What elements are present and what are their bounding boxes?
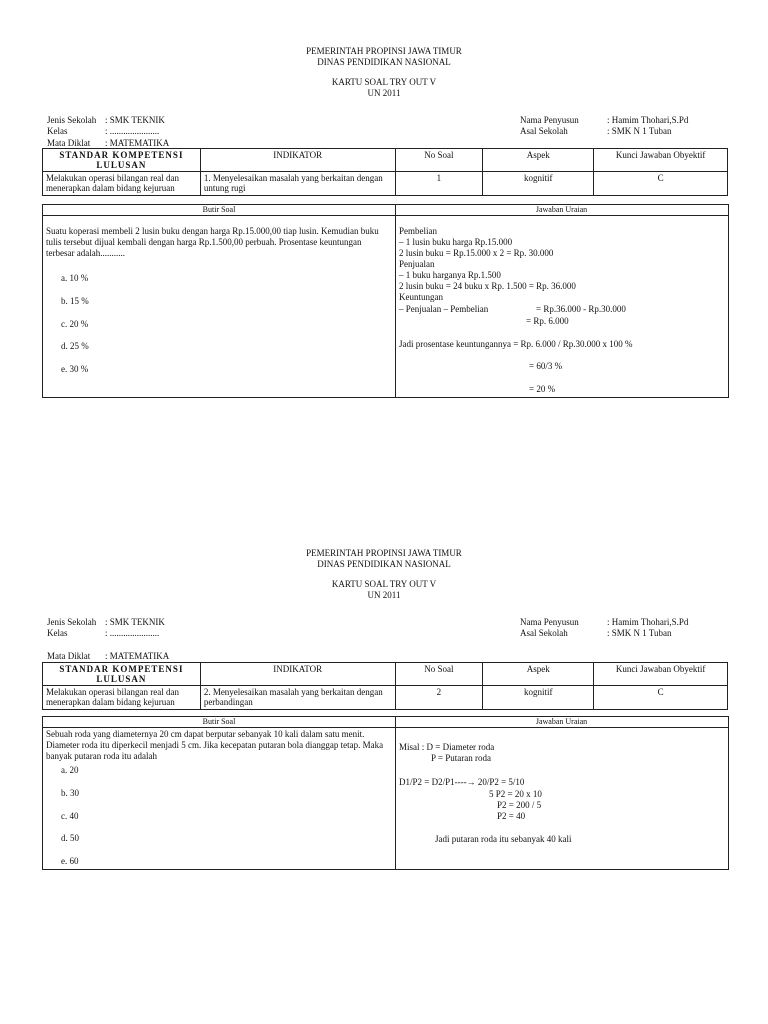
class-value: : ......................: [105, 628, 160, 638]
card-header: [0, 548, 768, 601]
answer-line: = Rp.36.000 - Rp.30.000: [536, 304, 626, 314]
cell-question-number: 2: [395, 686, 483, 710]
origin-school-value: : SMK N 1 Tuban: [607, 628, 672, 638]
cell-answer-key: C: [594, 686, 728, 710]
answer-line: 2 lusin buku = Rp.15.000 x 2 = Rp. 30.000: [399, 248, 554, 258]
answer-line: Jadi prosentase keuntungannya = Rp. 6.000 / Rp.30.000 x 100 %: [399, 339, 633, 349]
subject-value: : MATEMATIKA: [105, 138, 170, 148]
answer-line: = 60/3 %: [529, 361, 563, 371]
option-e: e. 60: [61, 856, 79, 866]
answer-line: D1/P2 = D2/P1----→ 20/P2 = 5/10: [399, 777, 525, 787]
option-d: d. 50: [61, 833, 79, 843]
school-type-label: Jenis Sekolah: [47, 617, 97, 627]
option-c: c. 40: [61, 811, 79, 821]
cell-competency: Melakukan operasi bilangan real dan menerapkan dalam bidang kejuruan: [43, 686, 201, 710]
cell-aspect: kognitif: [483, 686, 594, 710]
answer-line: – 1 lusin buku harga Rp.15.000: [399, 237, 513, 247]
answer-line: Jadi putaran roda itu sebanyak 40 kali: [435, 834, 572, 844]
answer-line: P = Putaran roda: [431, 753, 491, 763]
question-text: Suatu koperasi membeli 2 lusin buku dengan harga Rp.15.000,00 tiap lusin. Kemudian buku tulis tersebut dijual kembali dengan harga Rp.1.500,00 perbuah. Prosentase keuntungan terbesar adalah...........: [46, 226, 379, 258]
answer-line: P2 = 200 / 5: [497, 800, 542, 810]
school-type-value: : SMK TEKNIK: [105, 115, 165, 125]
column-divider: [395, 717, 396, 869]
header-answer-key: Kunci Jawaban Obyektif: [594, 149, 728, 172]
cell-question-number: 1: [395, 172, 483, 196]
class-value: : ......................: [105, 126, 160, 136]
header-competency: STANDAR KOMPETENSI LULUSAN: [43, 149, 201, 172]
option-d: d. 25 %: [61, 341, 89, 351]
header-indicator: INDIKATOR: [200, 149, 395, 172]
cell-aspect: kognitif: [483, 172, 594, 196]
header-year: UN 2011: [367, 88, 401, 98]
subject-label: Mata Diklat: [47, 651, 91, 661]
option-c: c. 20 %: [61, 319, 89, 329]
cell-answer-key: C: [594, 172, 728, 196]
header-indicator: INDIKATOR: [200, 663, 395, 686]
option-b: b. 15 %: [61, 296, 89, 306]
card-header: [0, 46, 768, 99]
origin-school-value: : SMK N 1 Tuban: [607, 126, 672, 136]
school-type-value: : SMK TEKNIK: [105, 617, 165, 627]
option-a: a. 20: [61, 765, 79, 775]
answer-line: Penjualan: [399, 259, 435, 269]
question-answer-box: [42, 204, 729, 398]
competency-table: [42, 148, 728, 196]
origin-school-label: Asal Sekolah: [520, 628, 568, 638]
subject-value: : MATEMATIKA: [105, 651, 170, 661]
cell-indicator: 1. Menyelesaikan masalah yang berkaitan dengan untung rugi: [200, 172, 395, 196]
competency-table: [42, 662, 728, 710]
column-divider: [395, 205, 396, 397]
question-column-header: Butir Soal: [43, 205, 395, 216]
question-text: Sebuah roda yang diameternya 20 cm dapat berputar sebanyak 10 kali dalam satu menit. Diameter roda itu diperkecil menjadi 5 cm. Jika kecepatan putaran bola dianggap tetap. Maka banyak putaran roda itu adalah: [46, 729, 384, 761]
option-e: e. 30 %: [61, 364, 89, 374]
question-answer-box: [42, 716, 729, 870]
header-card-title: KARTU SOAL TRY OUT V: [331, 77, 437, 87]
author-value: : Hamim Thohari,S.Pd: [607, 617, 689, 627]
header-aspect: Aspek: [483, 149, 594, 172]
header-question-number: No Soal: [395, 663, 483, 686]
author-label: Nama Penyusun: [520, 115, 579, 125]
author-label: Nama Penyusun: [520, 617, 579, 627]
answer-line: Pembelian: [399, 226, 437, 236]
option-b: b. 30: [61, 788, 79, 798]
header-competency: STANDAR KOMPETENSI LULUSAN: [43, 663, 201, 686]
question-column-header: Butir Soal: [43, 717, 395, 728]
answer-line: – 1 buku harganya Rp.1.500: [399, 270, 501, 280]
answer-line: 2 lusin buku = 24 buku x Rp. 1.500 = Rp. 36.000: [399, 281, 576, 291]
header-card-title: KARTU SOAL TRY OUT V: [331, 579, 437, 589]
school-type-label: Jenis Sekolah: [47, 115, 97, 125]
header-question-number: No Soal: [395, 149, 483, 172]
answer-line: Keuntungan: [399, 292, 443, 302]
cell-indicator: 2. Menyelesaikan masalah yang berkaitan dengan perbandingan: [200, 686, 395, 710]
answer-line: = 20 %: [529, 384, 556, 394]
origin-school-label: Asal Sekolah: [520, 126, 568, 136]
answer-line: P2 = 40: [497, 811, 526, 821]
header-department: DINAS PENDIDIKAN NASIONAL: [317, 57, 451, 67]
answer-line: Misal : D = Diameter roda: [399, 742, 495, 752]
answer-column-header: Jawaban Uraian: [395, 717, 728, 728]
cell-competency: Melakukan operasi bilangan real dan menerapkan dalam bidang kejuruan: [43, 172, 201, 196]
answer-line: – Penjualan – Pembelian: [399, 304, 489, 314]
option-a: a. 10 %: [61, 273, 89, 283]
header-answer-key: Kunci Jawaban Obyektif: [594, 663, 728, 686]
answer-line: = Rp. 6.000: [526, 316, 569, 326]
subject-label: Mata Diklat: [47, 138, 91, 148]
author-value: : Hamim Thohari,S.Pd: [607, 115, 689, 125]
header-government: PEMERINTAH PROPINSI JAWA TIMUR: [306, 46, 462, 56]
class-label: Kelas: [47, 628, 68, 638]
class-label: Kelas: [47, 126, 68, 136]
answer-line: 5 P2 = 20 x 10: [489, 789, 542, 799]
header-government: PEMERINTAH PROPINSI JAWA TIMUR: [306, 548, 462, 558]
header-aspect: Aspek: [483, 663, 594, 686]
answer-column-header: Jawaban Uraian: [395, 205, 728, 216]
header-department: DINAS PENDIDIKAN NASIONAL: [317, 559, 451, 569]
header-year: UN 2011: [367, 590, 401, 600]
